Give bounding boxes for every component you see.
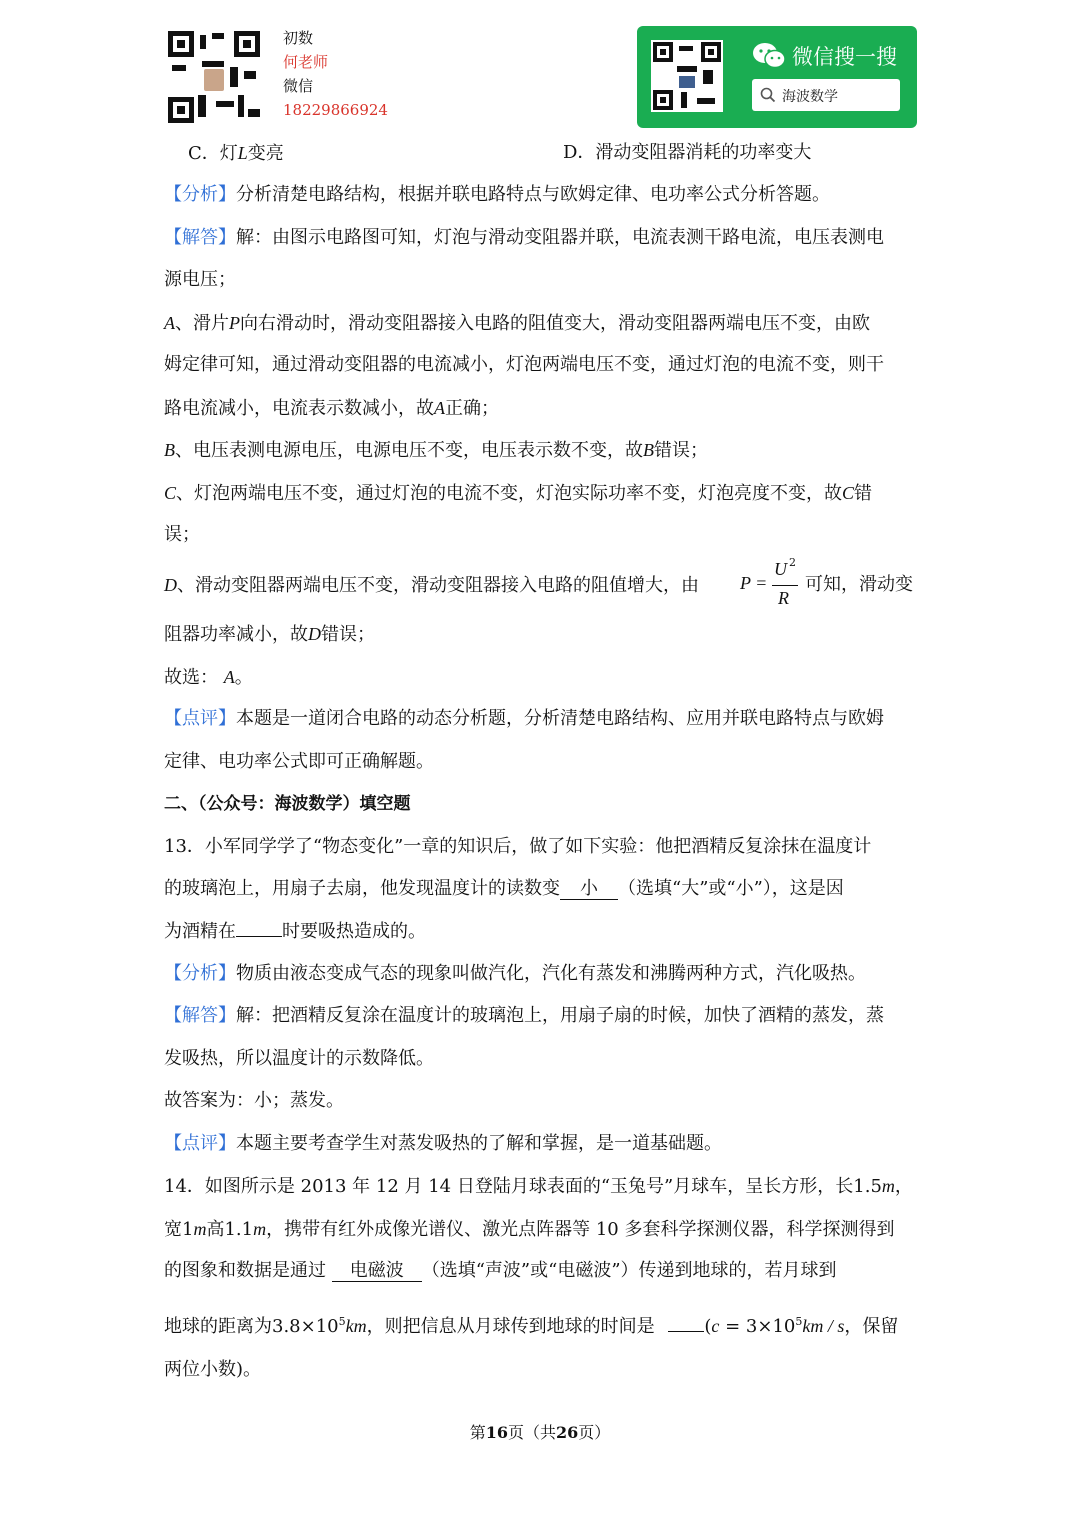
q12-answer-line2: 源电压； (164, 269, 236, 290)
q13-answer-line1 (164, 1004, 884, 1028)
q12-item-a-line3 (164, 396, 499, 421)
q12-item-d-line1 (164, 573, 699, 598)
text: 向右滑动时，滑动变阻器接入电路的阻值变大，滑动变阻器两端电压不变，由欧 (240, 313, 870, 334)
length-value: 1.5 (853, 1176, 882, 1197)
contact-wechat-label: 微信 (283, 77, 314, 95)
var-a: A (434, 398, 445, 418)
page-total: 26 (556, 1423, 579, 1442)
wechat-search-query: 海波数学 (782, 89, 838, 105)
text: ，携带有红外成像光谱仪、激光点阵器等 10 多套科学探测仪器，科学探测得到 (266, 1219, 895, 1240)
text: 宽 (164, 1219, 182, 1240)
footer-text: 第 (469, 1423, 486, 1442)
page-number: 16 (485, 1423, 508, 1442)
q12-item-a-line1 (164, 311, 870, 336)
unit: km / s (802, 1316, 845, 1336)
wechat-title: 微信搜一搜 (792, 45, 897, 69)
option-c-tail: 变亮 (247, 143, 284, 164)
q14-blank-1: 电磁波 (332, 1260, 422, 1282)
distance-exponent: 5 (338, 1315, 346, 1328)
q13-blank-2 (236, 936, 282, 937)
contact-subject: 初数 (283, 29, 314, 47)
q12-item-c-line1 (164, 481, 872, 506)
text: 的图象和数据是通过 (164, 1260, 326, 1281)
text: 、灯泡两端电压不变，通过灯泡的电流不变，灯泡实际功率不变，灯泡亮度不变，故 (176, 483, 843, 504)
text: 、电压表测电源电压，电源电压不变，电压表示数不变，故 (175, 440, 643, 461)
q13-line1: 13．小军同学学了“物态变化”一章的知识后，做了如下实验：他把酒精反复涂抹在温度计 (164, 836, 872, 857)
text: 故选： (164, 667, 218, 688)
q12-analysis (164, 183, 830, 207)
option-c-var: L (237, 143, 248, 163)
contact-teacher: 何老师 (283, 53, 329, 71)
q14-line1 (164, 1174, 913, 1199)
text: 、滑片 (175, 313, 229, 334)
q13-analysis (164, 962, 866, 986)
text: 路电流减小，电流表示数减小，故 (164, 398, 434, 419)
comment-tag: 【点评】 (164, 708, 236, 729)
q13-final-answer: 故答案为：小；蒸发。 (164, 1090, 344, 1111)
text: 为酒精在 (164, 921, 236, 942)
option-c-label: C．灯 (188, 143, 238, 164)
q12-comment-line2: 定律、电功率公式即可正确解题。 (164, 751, 434, 772)
var-b: B (643, 440, 654, 460)
q13-line3 (164, 920, 426, 944)
contact-phone: 18229866924 (283, 101, 388, 119)
comment-text: 本题主要考查学生对蒸发吸热的了解和掌握，是一道基础题。 (236, 1133, 722, 1154)
wechat-logo-icon (752, 42, 786, 70)
analysis-text: 物质由液态变成气态的现象叫做汽化，汽化有蒸发和沸腾两种方式，汽化吸热。 (236, 963, 866, 984)
unit: m (253, 1219, 267, 1239)
option-d: D．滑动变阻器消耗的功率变大 (563, 142, 812, 163)
contact-info (283, 26, 388, 122)
text: 、滑动变阻器两端电压不变，滑动变阻器接入电路的阻值增大，由 (177, 575, 699, 596)
q13-blank-1: 小 (560, 878, 618, 900)
power-formula (740, 556, 802, 614)
analysis-tag: 【分析】 (164, 184, 236, 205)
unit: m (193, 1219, 207, 1239)
text: （选填“声波”或“电磁波”）传递到地球的，若月球到 (421, 1260, 837, 1281)
text: 时要吸热造成的。 (282, 921, 426, 942)
q12-item-b (164, 438, 708, 463)
q13-line2 (164, 877, 844, 901)
q14-line2 (164, 1217, 894, 1242)
text: （选填“大”或“小”），这是因 (618, 878, 844, 899)
q12-item-d-line2 (164, 622, 375, 647)
answer-text: 解：由图示电路图可知，灯泡与滑动变阻器并联，电流表测干路电流，电压表测电 (236, 227, 884, 248)
var-p: P (229, 313, 240, 333)
analysis-tag: 【分析】 (164, 963, 236, 984)
avatar (204, 69, 224, 91)
qr-code-right (651, 40, 723, 112)
var-a: A (223, 667, 235, 687)
var-c: C (842, 483, 855, 503)
text: ，保留 (844, 1316, 899, 1337)
answer-tag: 【解答】 (164, 1005, 236, 1026)
analysis-text: 分析清楚电路结构，根据并联电路特点与欧姆定律、电功率公式分析答题。 (236, 184, 830, 205)
answer-text: 解：把酒精反复涂在温度计的玻璃泡上，用扇子扇的时候，加快了酒精的蒸发，蒸 (236, 1005, 884, 1026)
q12-item-d-tail: 可知，滑动变 (805, 574, 913, 595)
q14-line4 (164, 1310, 898, 1339)
text: 。 (234, 667, 253, 688)
text: ， (894, 1176, 913, 1197)
q14-line3 (164, 1259, 837, 1283)
width-value: 1 (182, 1219, 194, 1240)
q12-comment-line1 (164, 707, 884, 731)
footer-text: 页） (578, 1423, 611, 1442)
comment-text: 本题是一道闭合电路的动态分析题，分析清楚电路结构、应用并联电路特点与欧姆 (236, 708, 884, 729)
text: 错 (854, 483, 873, 504)
formula-denominator: R (778, 588, 789, 608)
text: 的玻璃泡上，用扇子去扇，他发现温度计的读数变 (164, 878, 560, 899)
var-c: c (711, 1316, 720, 1336)
search-icon (760, 87, 776, 103)
footer-text: 页（共 (507, 1423, 556, 1442)
comment-tag: 【点评】 (164, 1133, 236, 1154)
formula-numerator: U (774, 559, 787, 579)
page-footer (0, 1420, 1080, 1443)
speed-value: = 3×10 (719, 1316, 796, 1337)
q13-answer-line2: 发吸热，所以温度计的示数降低。 (164, 1048, 434, 1069)
q12-item-c-line2: 误； (164, 524, 200, 545)
text: 高 (206, 1219, 225, 1240)
option-c (188, 141, 284, 166)
formula-lhs: P = (740, 573, 768, 593)
var-d: D (164, 575, 177, 595)
q14-line5: 两位小数)。 (164, 1359, 262, 1380)
q12-answer-line1 (164, 226, 884, 250)
q14-blank-2 (668, 1331, 704, 1332)
unit: m (881, 1176, 895, 1196)
q13-comment (164, 1132, 722, 1156)
distance-value: 3.8×10 (272, 1316, 339, 1337)
fraction-bar (772, 585, 798, 586)
text: 错误； (321, 624, 375, 645)
height-value: 1.1 (224, 1219, 254, 1240)
text: 地球的距离为 (164, 1316, 272, 1337)
q12-item-a-line2: 姆定律可知，通过滑动变阻器的电流减小，灯泡两端电压不变，通过灯泡的电流不变，则干 (164, 354, 884, 375)
section-title: 二、（公众号：海波数学）填空题 (164, 794, 411, 814)
formula-exponent: 2 (789, 556, 796, 569)
q12-choice (164, 665, 253, 690)
text: 正确； (445, 398, 499, 419)
var-c: C (164, 483, 177, 503)
answer-tag: 【解答】 (164, 227, 236, 248)
text: 错误； (654, 440, 708, 461)
text: ( (704, 1316, 712, 1337)
var-b: B (164, 440, 175, 460)
qr-code-left (168, 31, 260, 123)
var-a: A (164, 313, 175, 333)
unit: km (345, 1316, 367, 1336)
speed-exponent: 5 (795, 1315, 803, 1328)
var-d: D (308, 624, 321, 644)
text: 阻器功率减小，故 (164, 624, 308, 645)
text: 14．如图所示是 2013 年 12 月 14 日登陆月球表面的“玉兔号”月球车，呈长方形，长 (164, 1176, 854, 1197)
text: ，则把信息从月球传到地球的时间是 (366, 1316, 655, 1337)
